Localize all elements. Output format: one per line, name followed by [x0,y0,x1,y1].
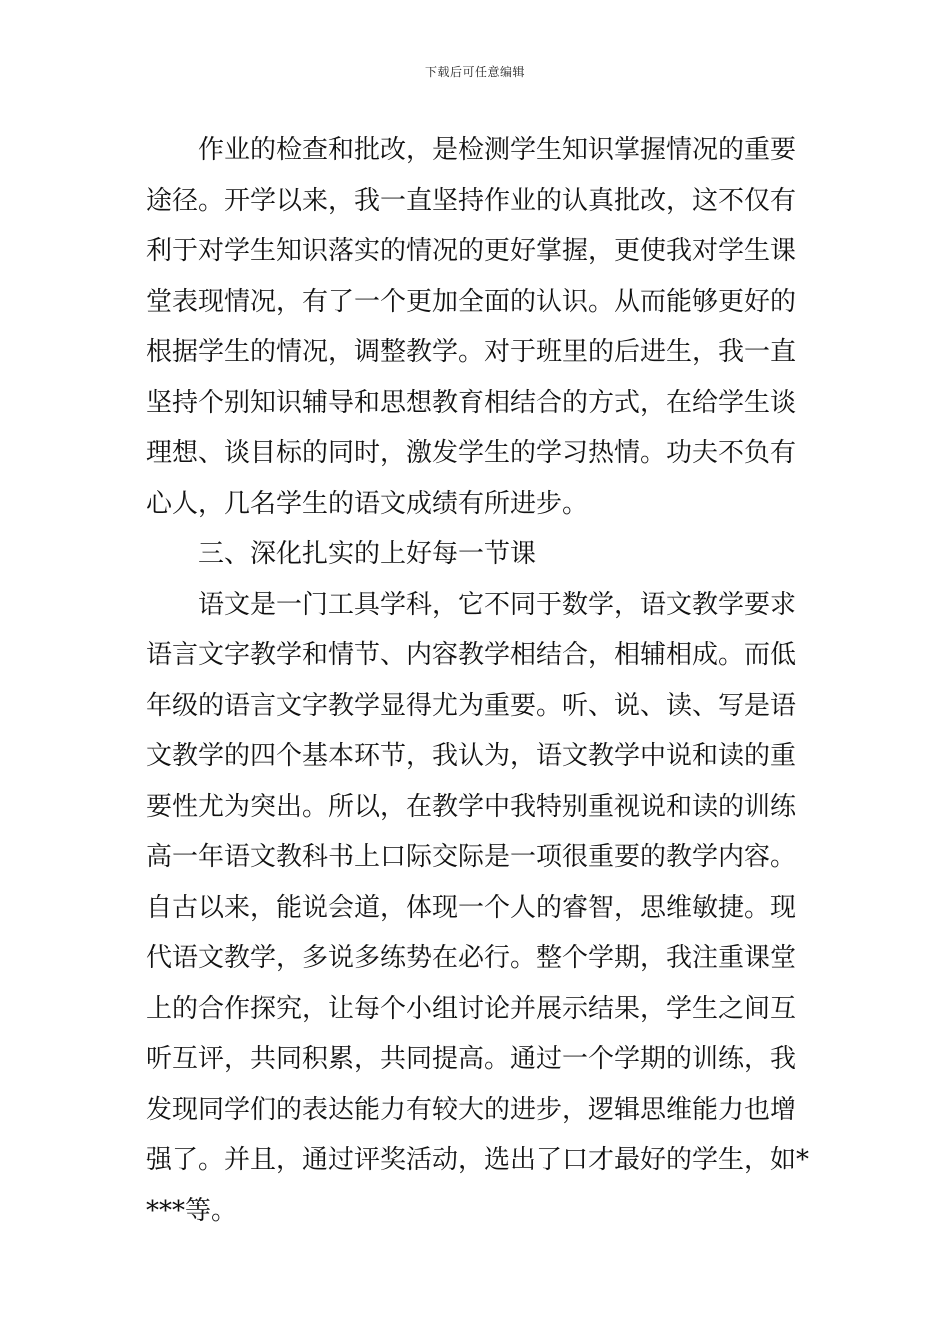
text-line: 听互评，共同积累，共同提高。通过一个学期的训练，我 [146,1044,797,1074]
text-line: 途径。开学以来，我一直坚持作业的认真批改，这不仅有 [146,185,797,216]
text-line: 年级的语言文字教学显得尤为重要。听、说、读、写是语 [146,690,797,721]
text-line: 自古以来，能说会道，体现一个人的睿智，思维敏捷。现 [146,892,797,923]
text-line: 堂表现情况，有了一个更加全面的认识。从而能够更好的 [146,286,797,317]
text-line: 上的合作探究，让每个小组讨论并展示结果，学生之间互 [146,993,797,1024]
text-line: 作业的检查和批改，是检测学生知识掌握情况的重要 [198,135,797,165]
text-line: 语言文字教学和情节、内容教学相结合，相辅相成。而低 [146,640,797,670]
text-line: ***等。 [146,1195,238,1226]
text-line: 根据学生的情况，调整教学。对于班里的后进生，我一直 [146,337,797,367]
text-line: 理想、谈目标的同时，激发学生的学习热情。功夫不负有 [146,438,797,468]
document-body [146,128,816,1239]
text-line: 坚持个别知识辅导和思想教育相结合的方式，在给学生谈 [146,387,797,418]
text-line: 要性尤为突出。所以，在教学中我特别重视说和读的训练 [146,791,797,822]
page-header: 下载后可任意编辑 [424,65,525,79]
text-line: 利于对学生知识落实的情况的更好掌握，更使我对学生课 [146,236,797,266]
text-line: 高一年语文教科书上口际交际是一项很重要的教学内容。 [146,842,797,872]
text-line: 发现同学们的表达能力有较大的进步，逻辑思维能力也增 [146,1094,797,1125]
text-line: 心人，几名学生的语文成绩有所进步。 [146,488,589,519]
text-line: 文教学的四个基本环节，我认为，语文教学中说和读的重 [146,741,797,771]
text-line: 代语文教学，多说多练势在必行。整个学期，我注重课堂 [146,943,797,973]
text-line: 强了。并且，通过评奖活动，选出了口才最好的学生，如* [146,1145,810,1175]
text-line: 三、深化扎实的上好每一节课 [198,539,537,569]
text-line: 语文是一门工具学科，它不同于数学，语文教学要求 [198,589,797,620]
